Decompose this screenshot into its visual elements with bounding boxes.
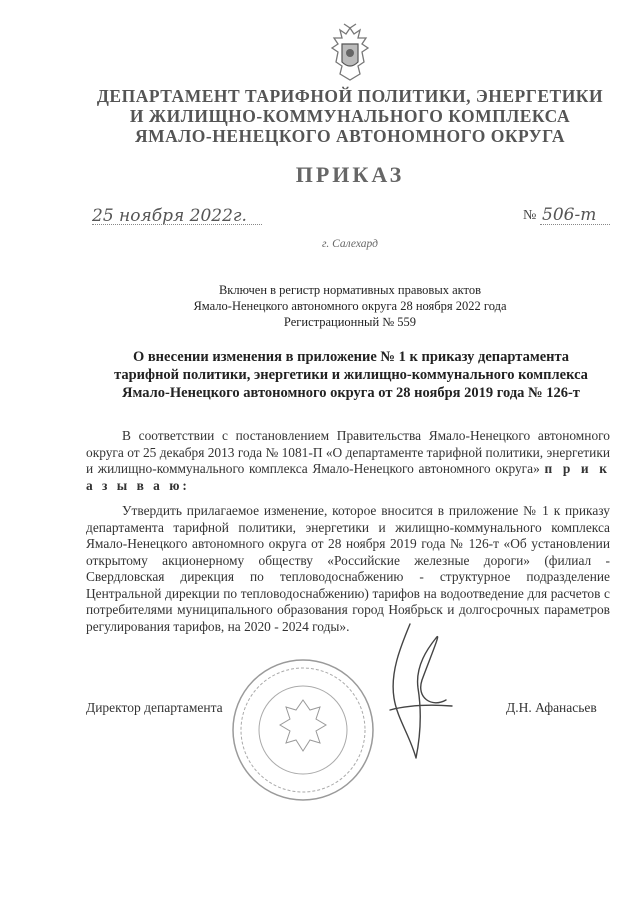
registry-line2: Ямало-Ненецкого автономного округа 28 ноября 2022 года	[193, 299, 507, 313]
subject-line3: Ямало-Ненецкого автономного округа от 28 ноября 2019 года № 126-т	[122, 385, 580, 401]
department-name-line1: ДЕПАРТАМЕНТ ТАРИФНОЙ ПОЛИТИКИ, ЭНЕРГЕТИКИ	[96, 86, 604, 106]
preamble-paragraph	[86, 428, 610, 494]
department-name-line2: И ЖИЛИЩНО-КОММУНАЛЬНОГО КОМПЛЕКСА	[129, 106, 571, 126]
registry-line1: Включен в регистр нормативных правовых актов	[218, 283, 482, 297]
official-seal-icon	[228, 655, 378, 805]
number-underline	[540, 224, 610, 225]
document-subject	[86, 348, 616, 402]
subject-line1: О внесении изменения в приложение № 1 к приказу департамента	[132, 349, 570, 365]
order-paragraph: Утвердить прилагаемое изменение, которое вносится в приложение № 1 к приказу департамента тарифной политики, энергетики и жилищно-коммунального комплекса Ямало-Ненецкого автономного округа от 28 ноября 2019 года № 126-т «Об установлении открытому акционерному обществу «Российские железные дороги» (филиал - Свердловская дирекция по тепловодоснабжению - структурное подразделение Центральной дирекции по тепловодоснабжению) тарифов на водоотведение для расчетов с потребителями муниципального образования город Ноябрьск и долгосрочных параметров регулирования тарифов, на 2020 - 2024 годы».	[86, 503, 610, 634]
subject-line2: тарифной политики, энергетики и жилищно-коммунального комплекса	[114, 367, 588, 383]
document-number: 506-т	[542, 205, 597, 225]
registry-note	[120, 282, 580, 330]
department-name-line3: ЯМАЛО-НЕНЕЦКОГО АВТОНОМНОГО ОКРУГА	[134, 126, 566, 146]
number-label: №	[523, 208, 537, 223]
coat-of-arms-icon	[324, 22, 376, 86]
city-label: г. Салехард	[322, 238, 378, 250]
signatory-name: Д.Н. Афанасьев	[506, 700, 597, 715]
registry-line3: Регистрационный № 559	[283, 315, 417, 329]
signatory-role: Директор департамента	[86, 700, 223, 715]
document-type-title: ПРИКАЗ	[295, 162, 405, 187]
handwritten-signature	[370, 618, 460, 768]
date-underline	[92, 224, 262, 225]
order-command: п р и к а з ы в а ю:	[86, 461, 611, 493]
document-date: 25 ноября 2022г.	[92, 206, 247, 226]
preamble-text: В соответствии с постановлением Правительства Ямало-Ненецкого автономного округа от 25 декабря 2013 года № 1081-П «О департаменте тарифной политики, энергетики и жилищно-коммунального комплекса Ямало-Ненецкого автономного округа»	[86, 428, 610, 476]
